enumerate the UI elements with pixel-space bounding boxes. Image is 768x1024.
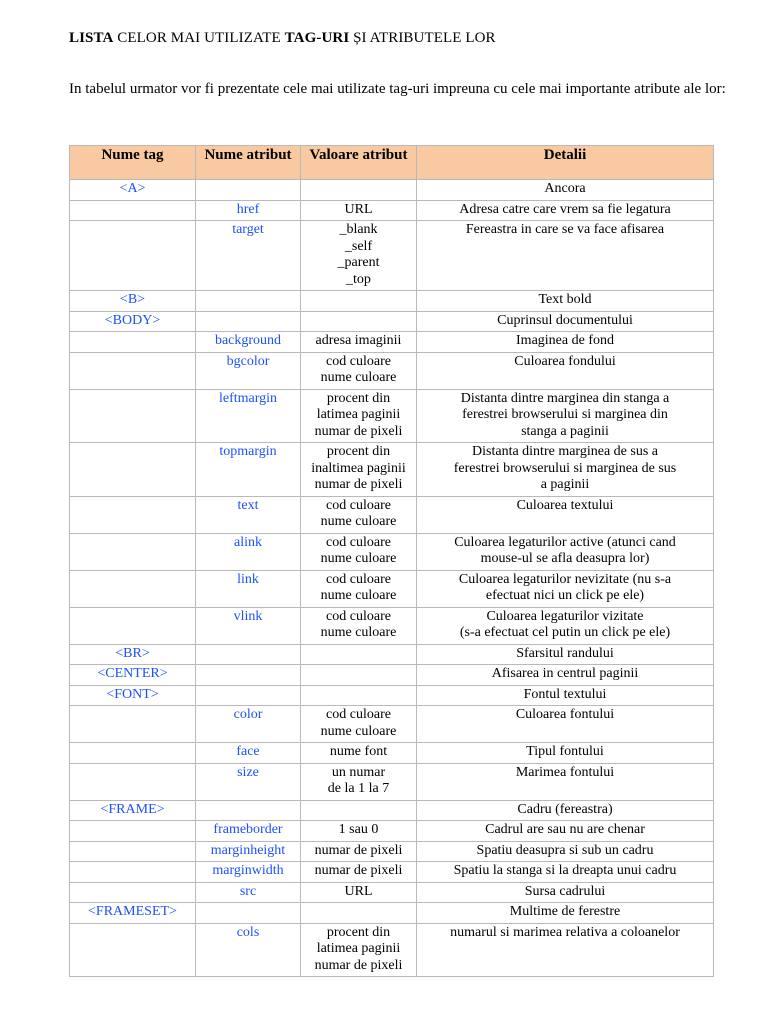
header-nume-atribut: Nume atribut bbox=[196, 146, 301, 180]
cell-attribute-value bbox=[301, 841, 417, 862]
value-line: _blank bbox=[339, 222, 378, 237]
cell-attribute-name bbox=[196, 291, 301, 312]
cell-tag-name bbox=[70, 763, 196, 800]
value-line: nume culoare bbox=[320, 625, 397, 640]
cell-tag-name bbox=[70, 496, 196, 533]
cell-attribute-value bbox=[301, 221, 417, 291]
table-row bbox=[70, 706, 714, 743]
cell-details bbox=[417, 443, 714, 497]
cell-details bbox=[417, 743, 714, 764]
cell-details bbox=[417, 821, 714, 842]
details-line: Sursa cadrului bbox=[524, 883, 606, 899]
details-line: Fontul textului bbox=[523, 686, 607, 702]
details-line: Distanta dintre marginea de sus a bbox=[472, 444, 658, 459]
header-nume-tag: Nume tag bbox=[70, 146, 196, 180]
cell-tag-name bbox=[70, 607, 196, 644]
cell-tag-name bbox=[70, 533, 196, 570]
value-line: procent din bbox=[326, 924, 391, 940]
value-line: latimea paginii bbox=[316, 407, 401, 422]
header-valoare-atribut: Valoare atribut bbox=[301, 146, 417, 180]
cell-attribute-value bbox=[301, 496, 417, 533]
cell-attribute-value bbox=[301, 882, 417, 903]
value-line: cod culoare bbox=[326, 608, 391, 624]
cell-attribute-name: cols bbox=[196, 923, 301, 977]
cell-details bbox=[417, 496, 714, 533]
cell-tag-name: <BODY> bbox=[70, 311, 196, 332]
cell-tag-name: <FRAME> bbox=[70, 800, 196, 821]
cell-attribute-name: face bbox=[196, 743, 301, 764]
cell-tag-name bbox=[70, 821, 196, 842]
details-line: ferestrei browserului si marginea de sus bbox=[453, 460, 677, 476]
value-line: nume culoare bbox=[320, 551, 397, 566]
cell-details bbox=[417, 923, 714, 977]
value-line: cod culoare bbox=[326, 353, 391, 369]
cell-attribute-value bbox=[301, 389, 417, 443]
cell-attribute-name bbox=[196, 665, 301, 686]
cell-attribute-name: leftmargin bbox=[196, 389, 301, 443]
cell-attribute-value bbox=[301, 743, 417, 764]
value-line: inaltimea paginii bbox=[311, 460, 406, 476]
table-row bbox=[70, 443, 714, 497]
cell-attribute-name bbox=[196, 685, 301, 706]
table-row bbox=[70, 882, 714, 903]
cell-details bbox=[417, 862, 714, 883]
cell-attribute-value bbox=[301, 607, 417, 644]
cell-attribute-name bbox=[196, 180, 301, 201]
title-bold-lista: LISTA bbox=[69, 30, 114, 46]
cell-attribute-value bbox=[301, 903, 417, 924]
tags-table bbox=[69, 145, 714, 977]
cell-attribute-value bbox=[301, 763, 417, 800]
details-line: Fereastra in care se va face afisarea bbox=[465, 222, 665, 237]
cell-attribute-value bbox=[301, 644, 417, 665]
document-title bbox=[69, 30, 496, 47]
cell-details bbox=[417, 291, 714, 312]
value-line: numar de pixeli bbox=[314, 957, 403, 973]
details-line: Cadrul are sau nu are chenar bbox=[485, 822, 645, 837]
cell-attribute-name: size bbox=[196, 763, 301, 800]
table-row bbox=[70, 533, 714, 570]
cell-details bbox=[417, 800, 714, 821]
cell-tag-name bbox=[70, 743, 196, 764]
table-row bbox=[70, 841, 714, 862]
details-line: Culoarea textului bbox=[516, 497, 614, 513]
cell-details bbox=[417, 706, 714, 743]
cell-details bbox=[417, 665, 714, 686]
value-line: latimea paginii bbox=[316, 941, 401, 956]
cell-attribute-value bbox=[301, 570, 417, 607]
details-line: (s-a efectuat cel putin un click pe ele) bbox=[459, 625, 671, 640]
details-line: Marimea fontului bbox=[515, 764, 615, 780]
cell-attribute-value bbox=[301, 291, 417, 312]
cell-attribute-name bbox=[196, 311, 301, 332]
details-line: Imaginea de fond bbox=[516, 333, 614, 348]
details-line: Multime de ferestre bbox=[509, 904, 621, 919]
value-line: procent din bbox=[326, 444, 391, 459]
table-row bbox=[70, 903, 714, 924]
cell-details bbox=[417, 352, 714, 389]
cell-attribute-name: topmargin bbox=[196, 443, 301, 497]
cell-details bbox=[417, 841, 714, 862]
value-line: nume culoare bbox=[320, 723, 397, 739]
cell-details bbox=[417, 570, 714, 607]
cell-tag-name bbox=[70, 332, 196, 353]
value-line: cod culoare bbox=[326, 707, 391, 722]
cell-attribute-name: frameborder bbox=[196, 821, 301, 842]
value-line: nume culoare bbox=[320, 370, 397, 385]
value-line: de la 1 la 7 bbox=[327, 781, 390, 796]
cell-attribute-name: color bbox=[196, 706, 301, 743]
table-row bbox=[70, 291, 714, 312]
cell-tag-name bbox=[70, 352, 196, 389]
details-line: Text bold bbox=[538, 292, 592, 307]
cell-attribute-name: background bbox=[196, 332, 301, 353]
title-text-1: CELOR MAI UTILIZATE bbox=[113, 30, 285, 46]
table-row bbox=[70, 221, 714, 291]
cell-attribute-value bbox=[301, 443, 417, 497]
cell-attribute-value bbox=[301, 862, 417, 883]
table-row bbox=[70, 665, 714, 686]
cell-attribute-value bbox=[301, 352, 417, 389]
cell-attribute-name bbox=[196, 903, 301, 924]
value-line: nume culoare bbox=[320, 588, 397, 603]
details-line: Afisarea in centrul paginii bbox=[491, 666, 639, 681]
details-line: Ancora bbox=[544, 181, 586, 196]
value-line: numar de pixeli bbox=[314, 423, 403, 439]
cell-tag-name: <A> bbox=[70, 180, 196, 201]
value-line: nume font bbox=[329, 744, 388, 759]
cell-tag-name bbox=[70, 443, 196, 497]
cell-attribute-name: alink bbox=[196, 533, 301, 570]
cell-attribute-name: marginheight bbox=[196, 841, 301, 862]
cell-tag-name bbox=[70, 200, 196, 221]
title-bold-taguri: TAG-URI bbox=[284, 30, 350, 46]
cell-details bbox=[417, 221, 714, 291]
details-line: Sfarsitul randului bbox=[516, 645, 614, 661]
value-line: cod culoare bbox=[326, 534, 391, 550]
cell-attribute-value bbox=[301, 800, 417, 821]
value-line: numar de pixeli bbox=[314, 863, 403, 878]
table-row bbox=[70, 763, 714, 800]
cell-attribute-value bbox=[301, 200, 417, 221]
details-line: Culoarea legaturilor nevizitate (nu s-a bbox=[458, 571, 672, 587]
value-line: URL bbox=[344, 201, 373, 217]
table-row bbox=[70, 570, 714, 607]
details-line: a paginii bbox=[540, 477, 590, 492]
details-line: Cadru (fereastra) bbox=[517, 801, 613, 817]
value-line: adresa imaginii bbox=[315, 333, 402, 348]
cell-attribute-name: text bbox=[196, 496, 301, 533]
cell-tag-name: <FONT> bbox=[70, 685, 196, 706]
details-line: efectuat nici un click pe ele) bbox=[485, 588, 645, 603]
value-line: URL bbox=[344, 883, 373, 899]
cell-attribute-name: vlink bbox=[196, 607, 301, 644]
cell-attribute-value bbox=[301, 180, 417, 201]
cell-attribute-name bbox=[196, 800, 301, 821]
cell-attribute-value bbox=[301, 685, 417, 706]
details-line: mouse-ul se afla deasupra lor) bbox=[480, 551, 650, 566]
cell-tag-name bbox=[70, 221, 196, 291]
cell-tag-name bbox=[70, 862, 196, 883]
cell-tag-name: <BR> bbox=[70, 644, 196, 665]
cell-tag-name: <CENTER> bbox=[70, 665, 196, 686]
table-row bbox=[70, 311, 714, 332]
cell-tag-name bbox=[70, 923, 196, 977]
cell-details bbox=[417, 311, 714, 332]
value-line: cod culoare bbox=[326, 497, 391, 513]
value-line: cod culoare bbox=[326, 571, 391, 587]
cell-details bbox=[417, 644, 714, 665]
table-row bbox=[70, 800, 714, 821]
details-line: Tipul fontului bbox=[526, 744, 604, 759]
cell-attribute-value bbox=[301, 533, 417, 570]
value-line: un numar bbox=[331, 764, 386, 780]
cell-attribute-value bbox=[301, 821, 417, 842]
details-line: Culoarea legaturilor active (atunci cand bbox=[454, 534, 676, 550]
cell-details bbox=[417, 763, 714, 800]
value-line: 1 sau 0 bbox=[338, 822, 379, 837]
details-line: Culoarea fontului bbox=[515, 707, 615, 722]
value-line: procent din bbox=[326, 390, 391, 406]
details-line: numarul si marimea relativa a coloanelor bbox=[450, 924, 680, 940]
value-line: numar de pixeli bbox=[314, 477, 403, 492]
cell-tag-name bbox=[70, 389, 196, 443]
details-line: Culoarea fondului bbox=[514, 353, 616, 369]
table-row bbox=[70, 821, 714, 842]
table-row bbox=[70, 607, 714, 644]
cell-attribute-name: href bbox=[196, 200, 301, 221]
cell-details bbox=[417, 200, 714, 221]
cell-details bbox=[417, 332, 714, 353]
value-line: nume culoare bbox=[320, 514, 397, 529]
cell-attribute-name: link bbox=[196, 570, 301, 607]
cell-details bbox=[417, 180, 714, 201]
cell-attribute-value bbox=[301, 665, 417, 686]
table-row bbox=[70, 180, 714, 201]
value-line: numar de pixeli bbox=[314, 842, 403, 858]
cell-details bbox=[417, 882, 714, 903]
details-line: ferestrei browserului si marginea din bbox=[462, 407, 668, 422]
cell-attribute-name: src bbox=[196, 882, 301, 903]
intro-paragraph: In tabelul urmator vor fi prezentate cele mai utilizate tag-uri impreuna cu cele mai importante atribute ale lor: bbox=[69, 81, 726, 97]
cell-attribute-name: bgcolor bbox=[196, 352, 301, 389]
cell-attribute-name: marginwidth bbox=[196, 862, 301, 883]
cell-attribute-value bbox=[301, 706, 417, 743]
details-line: Distanta dintre marginea din stanga a bbox=[460, 390, 670, 406]
value-line: _self bbox=[344, 238, 373, 254]
cell-tag-name: <FRAMESET> bbox=[70, 903, 196, 924]
header-detalii: Detalii bbox=[417, 146, 714, 180]
table-row bbox=[70, 389, 714, 443]
table-row bbox=[70, 923, 714, 977]
cell-tag-name: <B> bbox=[70, 291, 196, 312]
table-row bbox=[70, 200, 714, 221]
table-row bbox=[70, 332, 714, 353]
details-line: Cuprinsul documentului bbox=[497, 312, 633, 328]
table-row bbox=[70, 644, 714, 665]
table-header-row bbox=[70, 146, 714, 180]
cell-tag-name bbox=[70, 570, 196, 607]
table-row bbox=[70, 352, 714, 389]
value-line: _top bbox=[346, 271, 371, 287]
table-row bbox=[70, 862, 714, 883]
cell-details bbox=[417, 533, 714, 570]
cell-attribute-name bbox=[196, 644, 301, 665]
cell-tag-name bbox=[70, 841, 196, 862]
cell-tag-name bbox=[70, 882, 196, 903]
cell-tag-name bbox=[70, 706, 196, 743]
cell-details bbox=[417, 685, 714, 706]
table-row bbox=[70, 743, 714, 764]
details-line: Adresa catre care vrem sa fie legatura bbox=[459, 201, 671, 217]
details-line: Spatiu la stanga si la dreapta unui cadru bbox=[453, 863, 677, 878]
cell-details bbox=[417, 607, 714, 644]
cell-attribute-value bbox=[301, 923, 417, 977]
cell-details bbox=[417, 389, 714, 443]
title-text-2: ȘI ATRIBUTELE LOR bbox=[349, 30, 496, 46]
cell-details bbox=[417, 903, 714, 924]
cell-attribute-value bbox=[301, 311, 417, 332]
details-line: stanga a paginii bbox=[521, 423, 609, 439]
details-line: Spatiu deasupra si sub un cadru bbox=[476, 842, 654, 858]
details-line: Culoarea legaturilor vizitate bbox=[486, 608, 644, 624]
table-row bbox=[70, 685, 714, 706]
value-line: _parent bbox=[337, 255, 380, 270]
table-row bbox=[70, 496, 714, 533]
cell-attribute-value bbox=[301, 332, 417, 353]
cell-attribute-name: target bbox=[196, 221, 301, 291]
table-body bbox=[70, 180, 714, 977]
